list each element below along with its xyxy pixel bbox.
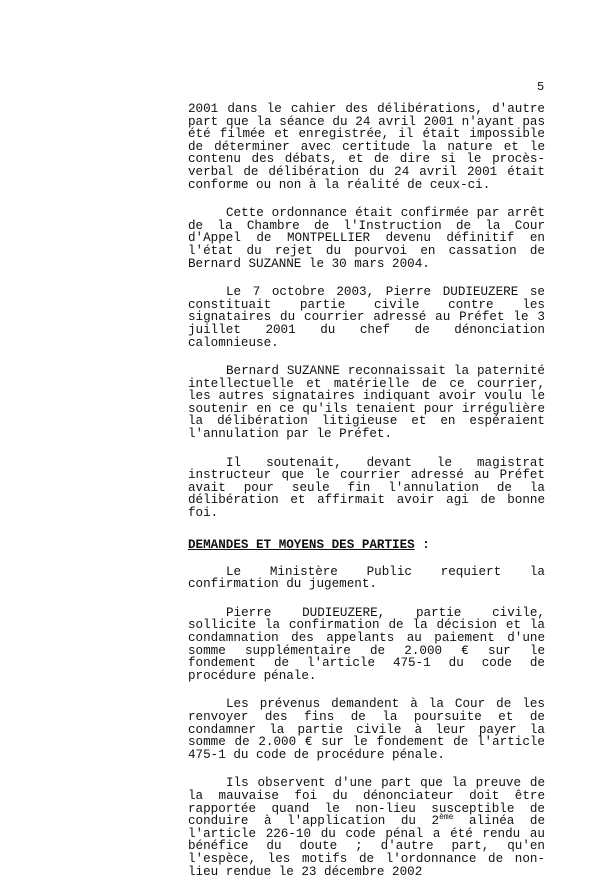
section-heading	[188, 538, 545, 552]
paragraph-ministere-public: Le Ministère Public requiert la confirmation du jugement.	[188, 564, 545, 592]
paragraph-partie-civile-demande: Pierre DUDIEUZERE, partie civile, sollicite la confirmation de la décision et la condamnation des appelants au paiement d'une somme supplémentaire de 2.000 € sur le fondement de l'article 475-1 du code de procédure pénale.	[188, 605, 545, 683]
page-number: 5	[537, 80, 545, 94]
observations-text-start: Ils observent d'une part que la preuve de la mauvaise foi du dénonciateur doit être rapportée quand le non-lieu susceptible de conduire à l'application du 2	[188, 776, 545, 829]
paragraph-continuation: 2001 dans le cahier des délibérations, d'autre part que la séance du 24 avril 2001 n'ayant pas été filmée et enregistrée, il était impossible de déterminer avec certitude la nature et le contenu des débats, et de dire si le procès-verbal de délibération du 24 avril 2001 était conforme ou non à la réalité de ceux-ci.	[188, 102, 545, 192]
section-heading-text: DEMANDES ET MOYENS DES PARTIES	[188, 537, 415, 552]
paragraph-paternite-courrier: Bernard SUZANNE reconnaissait la paternité intellectuelle et matérielle de ce courrier, les autres signataires indiquant avoir voulu le soutenir en ce qu'ils tenaient pour irrégulière la délibération litigieuse et en espéraient l'annulation par le Préfet.	[188, 364, 545, 442]
paragraph-constitution-partie-civile: Le 7 octobre 2003, Pierre DUDIEUZERE se constituait partie civile contre les signataires du courrier adressé au Préfet le 3 juillet 2001 du chef de dénonciation calomnieuse.	[188, 285, 545, 350]
section-heading-colon: :	[414, 537, 430, 552]
document-body	[188, 103, 545, 894]
ordinal-superscript: ème	[439, 812, 454, 822]
paragraph-bonne-foi: Il soutenait, devant le magistrat instructeur que le courrier adressé au Préfet avait pour seule fin l'annulation de la délibération et affirmait avoir agi de bonne foi.	[188, 455, 545, 521]
paragraph-observations	[188, 777, 545, 878]
paragraph-prevenus-demande: Les prévenus demandent à la Cour de les renvoyer des fins de la poursuite et de condamner la partie civile à leur payer la somme de 2.000 € sur le fondement de l'article 475-1 du code de procédure pénale.	[188, 697, 545, 762]
observations-text-end: alinéa de l'article 226-10 du code pénal a été rendu au bénéfice du doute ; d'autre part, qu'en l'espèce, les motifs de l'ordonnance de non-lieu rendue le 23 décembre 2002	[188, 814, 546, 879]
paragraph-ordonnance-confirmee: Cette ordonnance était confirmée par arrêt de la Chambre de l'Instruction de la Cour d'Appel de MONTPELLIER devenu définitif en l'état du rejet du pourvoi en cassation de Bernard SUZANNE le 30 mars 2004.	[188, 206, 545, 271]
